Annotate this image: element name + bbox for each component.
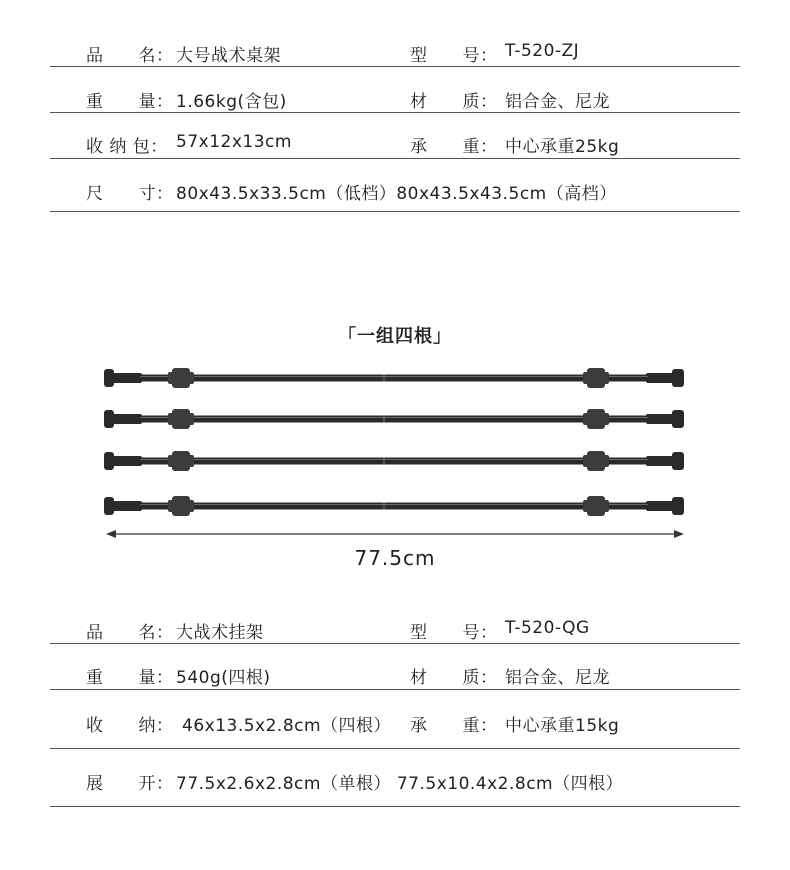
spec-label-model: 型 号：: [410, 46, 498, 66]
spec-label-name: 品 名：: [86, 46, 174, 66]
spec-label-bag: 收 纳 包：: [86, 137, 168, 157]
spec-value-name: 大战术挂架: [176, 623, 264, 643]
table-divider: [50, 689, 740, 690]
spec-label-material: 材 质：: [410, 92, 498, 112]
spec-value-model: T-520-ZJ: [505, 41, 580, 61]
spec-label-storage: 收 纳：: [86, 716, 174, 736]
spec-label-unfolded: 展 开：: [86, 774, 174, 794]
spec-label-weight: 重 量：: [86, 668, 174, 688]
tactical-rod: [104, 409, 684, 429]
table-divider: [50, 806, 740, 807]
spec-label-load: 承 重：: [410, 716, 498, 736]
spec-value-name: 大号战术桌架: [176, 46, 281, 66]
spec-value-material: 铝合金、尼龙: [505, 92, 610, 112]
spec-value-size: 80x43.5x33.5cm（低档）80x43.5x43.5cm（高档）: [176, 184, 617, 204]
spec-value-unfolded: 77.5x2.6x2.8cm（单根） 77.5x10.4x2.8cm（四根）: [176, 774, 624, 794]
spec-value-storage: 46x13.5x2.8cm（四根）: [182, 716, 392, 736]
spec-label-material: 材 质：: [410, 668, 498, 688]
table-divider: [50, 643, 740, 644]
spec-value-model: T-520-QG: [505, 618, 590, 638]
spec-label-size: 尺 寸：: [86, 184, 174, 204]
spec-value-bag: 57x12x13cm: [176, 132, 292, 152]
spec-label-model: 型 号：: [410, 623, 498, 643]
tactical-rod: [104, 451, 684, 471]
length-label: 77.5cm: [354, 546, 436, 570]
length-dimension-arrow: [106, 530, 684, 538]
tactical-rod: [104, 368, 684, 388]
spec-label-weight: 重 量：: [86, 92, 174, 112]
spec-value-material: 铝合金、尼龙: [505, 668, 610, 688]
product-caption: 「一组四根」: [338, 326, 452, 347]
spec-value-load: 中心承重25kg: [505, 137, 620, 157]
spec-value-weight: 1.66kg(含包): [176, 92, 287, 112]
tactical-rod: [104, 496, 684, 516]
spec-value-weight: 540g(四根): [176, 668, 271, 688]
spec-label-name: 品 名：: [86, 623, 174, 643]
table-divider: [50, 748, 740, 749]
spec-label-load: 承 重：: [410, 137, 498, 157]
spec-value-load: 中心承重15kg: [505, 716, 620, 736]
